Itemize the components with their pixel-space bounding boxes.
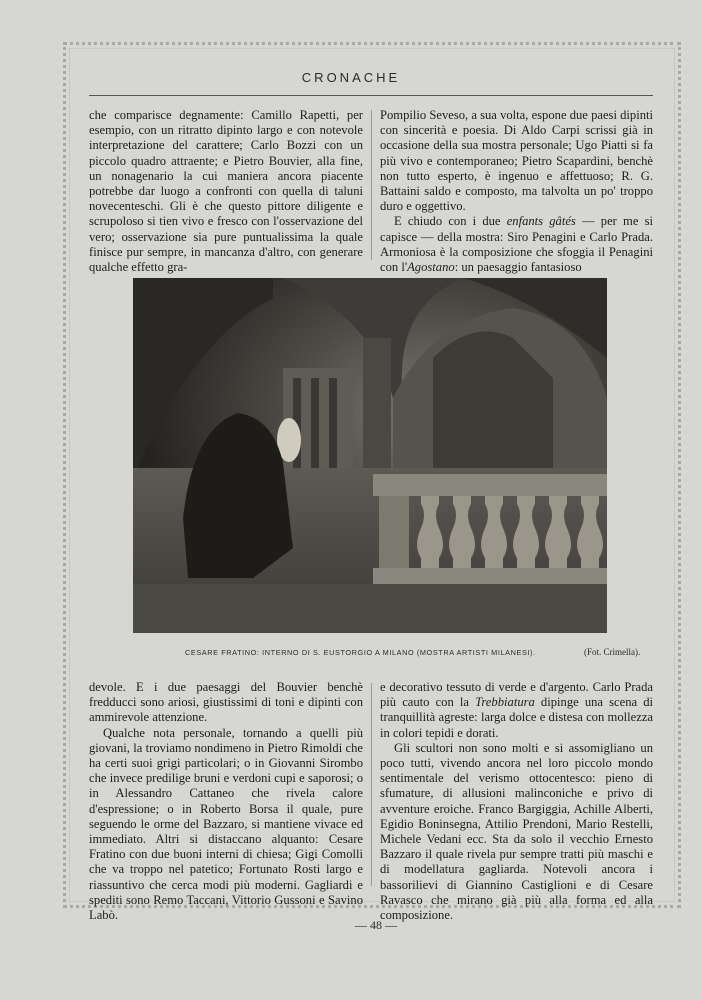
- church-interior-photo: [133, 278, 607, 633]
- paragraph: Pompilio Seveso, a sua volta, espone due paesi dipinti con sincerità e poesia. Di Aldo Carpi scrissi già in occasione della sua mostra personale; Ugo Piatti si fa più vivo e contemporaneo; Pietro Scapardini, benchè non tutto esperto, è ingenuo e affettuoso; R. G. Battaini saldo e composto, ma talvolta un po' troppo duro e oggettivo.: [380, 108, 653, 214]
- column-divider: [371, 683, 372, 886]
- running-header: CRONACHE: [301, 70, 401, 85]
- bottom-left-column: [89, 680, 363, 923]
- paragraph: che comparisce degnamente: Camillo Rapetti, per esempio, con un ritratto dipinto largo e con notevole interpretazione del carattere; Carlo Bozzi con un piccolo quadro attraente; e Pietro Bouvier, alla fine, un nonagenario la cui maniera ancora piacente potrebbe dar luogo a confronti con quella di taluni novecenteschi. Gli è che questo pittore diligente e scrupoloso si tien vivo e fresco con l'osservazione del vero; osservazione sia pure puntualissima la quale finisce pur sempre, in mancanza d'altro, con generare qualche effetto gra-: [89, 108, 363, 275]
- page-number: — 48 —: [355, 918, 397, 932]
- paragraph: devole. E i due paesaggi del Bouvier benchè fredducci sono ariosi, giustissimi di toni e dipinti con ammirevole attenzione.: [89, 680, 363, 725]
- top-right-column: [380, 108, 653, 275]
- bottom-right-column: [380, 680, 653, 923]
- paragraph: E chiudo con i due enfants gâtés — per me si capisce — della mostra: Siro Penagini e Carlo Prada. Armoniosa è la composizione che sfoggia il Penagini con l'Agostano: un paesaggio fantasioso: [380, 214, 653, 275]
- paragraph: Qualche nota personale, tornando a quelli più giovani, la troviamo nondimeno in Pietro Rimoldi che ha certi suoi grigi particolari; o in Giovanni Sirombo che invece predilige bruni e verdoni cupi e saporosi; o in Alessandro Cattaneo che rivela calore d'espressione; o in Roberto Borsa il quale, pure seguendo le orme del Bazzaro, si mantiene vivace ed immediato. Altri si distaccano alquanto: Cesare Fratino con due buoni interni di chiesa; Gigi Comolli che va troppo nel patetico; Fortunato Rosti largo e riassuntivo che cerca modi più moderni. Gagliardi e spediti sono Remo Taccani, Vittorio Gussoni e Savino Labò.: [89, 725, 363, 923]
- photo-credit: (Fot. Crimella).: [584, 647, 641, 657]
- paragraph: Gli scultori non sono molti e si assomigliano un poco tutti, vivendo ancora nel loro piccolo mondo sentimentale del verismo ottocentesco: pieno di sfumature, di allusioni malinconiche e privo di avventure eroiche. Franco Bargiggia, Achille Alberti, Egidio Boninsegna, Attilio Prendoni, Mario Restelli, Michele Vedani ecc. Sta da solo il vecchio Ernesto Bazzaro il quale rivela pur sempre tratti più maschi e di modellatura gagliarda. Notevoli ancora i bassorilievi di Giannino Castiglioni e di Cesare Ravasco che mirano già più alla forma ed alla composizione.: [380, 740, 653, 923]
- header-rule: [89, 95, 653, 96]
- column-divider: [371, 110, 372, 260]
- top-left-column: [89, 108, 363, 275]
- photo-illustration: [133, 278, 607, 633]
- italic-title: enfants gâtés: [506, 214, 576, 229]
- paragraph: e decorativo tessuto di verde e d'argento. Carlo Prada più cauto con la Trebbiatura dipinge una scena di tranquillità agreste: larga dolce e distesa con mollezza in colori tepidi e dorati.: [380, 680, 653, 740]
- italic-title: Agostano: [407, 260, 455, 275]
- italic-title: Trebbiatura: [475, 695, 535, 710]
- photo-caption: CESARE FRATINO: INTERNO DI S. EUSTORGIO A MILANO (MOSTRA ARTISTI MILANESI).: [185, 648, 536, 657]
